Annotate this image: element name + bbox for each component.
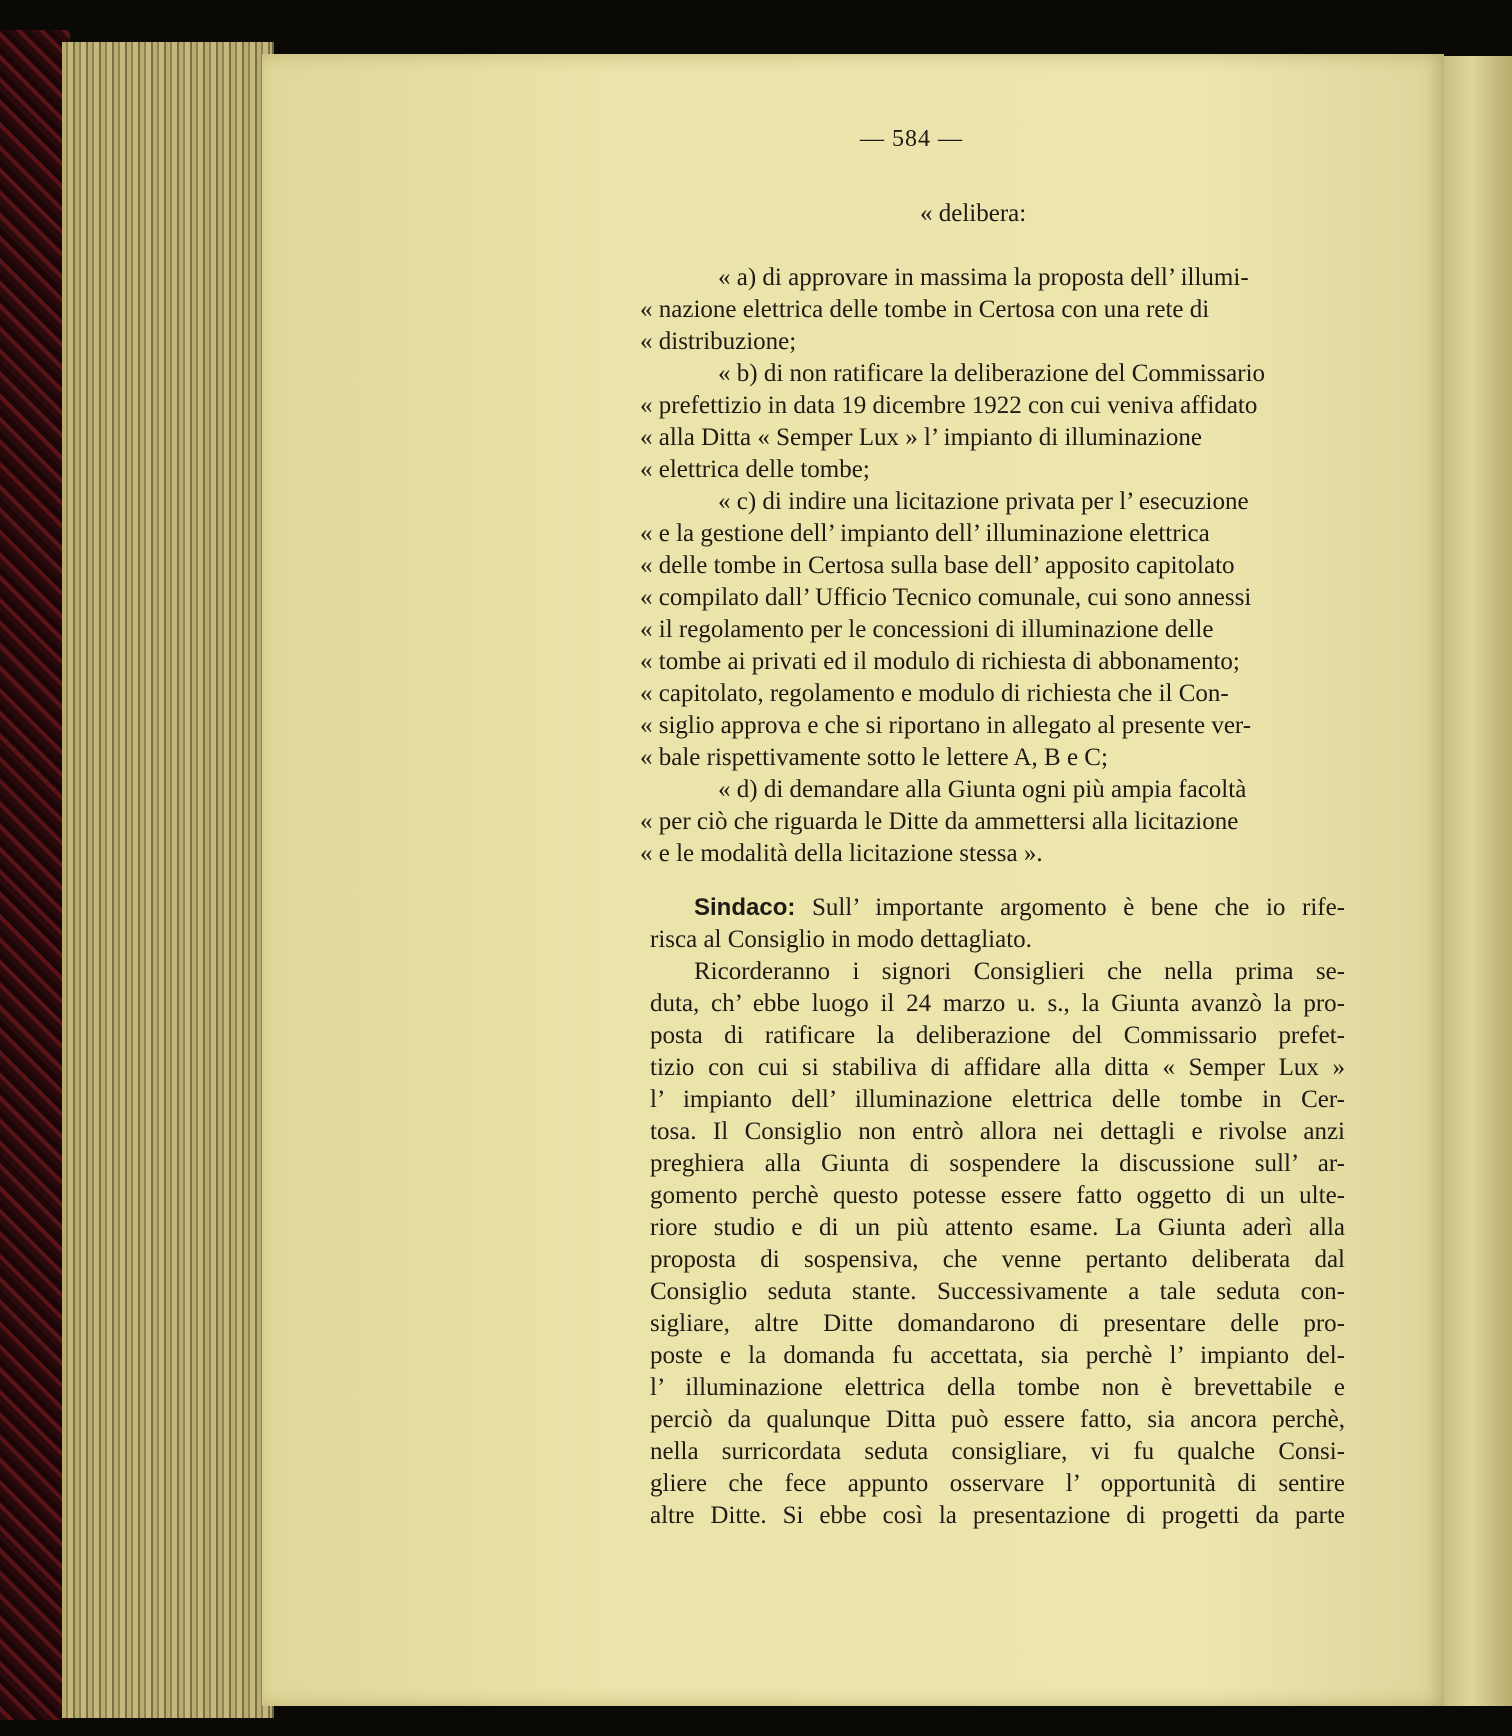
speaker-label: Sindaco: — [694, 894, 796, 921]
resolution-line: « e le modalità della licitazione stessa ». — [640, 840, 1043, 867]
resolution-line: « b) di non ratificare la deliberazione del Commissario — [718, 360, 1266, 387]
resolution-line: « per ciò che riguarda le Ditte da ammettersi alla licitazione — [640, 808, 1239, 835]
resolution-line: « c) di indire una licitazione privata per l’ esecuzione — [718, 488, 1249, 515]
speech-line: gliere che fece appunto osservare l’ opportunità di sentire — [650, 1470, 1345, 1497]
speech-line: preghiera alla Giunta di sospendere la discussione sull’ ar- — [650, 1150, 1345, 1177]
speech-line: perciò da qualunque Ditta può essere fatto, sia ancora perchè, — [650, 1406, 1345, 1433]
resolution-line: « nazione elettrica delle tombe in Certosa con una rete di — [640, 296, 1210, 323]
speech-line: duta, ch’ ebbe luogo il 24 marzo u. s., la Giunta avanzò la pro- — [650, 990, 1345, 1017]
speech-line: altre Ditte. Si ebbe così la presentazione di progetti da parte — [650, 1502, 1345, 1529]
resolution-line: « alla Ditta « Semper Lux » l’ impianto di illuminazione — [640, 424, 1202, 451]
page-number: — 584 — — [860, 126, 963, 152]
speech-line: proposta di sospensiva, che venne pertanto deliberata dal — [650, 1246, 1345, 1273]
resolution-line: « d) di demandare alla Giunta ogni più ampia facoltà — [718, 776, 1247, 803]
speech-first-text: Sull’ importante argomento è bene che io rife- — [811, 894, 1346, 921]
speech-line: risca al Consiglio in modo dettagliato. — [650, 926, 1032, 953]
speech-line: tosa. Il Consiglio non entrò allora nei dettagli e rivolse anzi — [650, 1118, 1345, 1145]
speech-block — [650, 892, 1345, 1532]
speech-line: poste e la domanda fu accettata, sia perchè l’ impianto del- — [650, 1342, 1345, 1369]
resolution-line: « prefettizio in data 19 dicembre 1922 con cui veniva affidato — [640, 392, 1258, 419]
resolution-line: « siglio approva e che si riportano in allegato al presente ver- — [640, 712, 1252, 739]
speech-line: riore studio e di un più attento esame. La Giunta aderì alla — [650, 1214, 1345, 1241]
speech-line: tizio con cui si stabiliva di affidare alla ditta « Semper Lux » — [650, 1054, 1345, 1081]
speech-line: Consiglio seduta stante. Successivamente a tale seduta con- — [650, 1278, 1345, 1305]
resolution-line: « capitolato, regolamento e modulo di richiesta che il Con- — [640, 680, 1229, 707]
speech-line: sigliare, altre Ditte domandarono di presentare delle pro- — [650, 1310, 1345, 1337]
speech-line: l’ illuminazione elettrica della tombe non è brevettabile e — [650, 1374, 1345, 1401]
speech-first-line — [650, 892, 1345, 924]
resolution-line: « a) di approvare in massima la proposta dell’ illumi- — [718, 264, 1249, 291]
resolution-line: « il regolamento per le concessioni di illuminazione delle — [640, 616, 1214, 643]
resolution-line: « tombe ai privati ed il modulo di richiesta di abbonamento; — [640, 648, 1240, 675]
speech-line: gomento perchè questo potesse essere fatto oggetto di un ulte- — [650, 1182, 1345, 1209]
page-stack — [62, 42, 274, 1718]
speech-line: Ricorderanno i signori Consiglieri che nella prima se- — [694, 958, 1345, 985]
resolution-line: « delle tombe in Certosa sulla base dell’ apposito capitolato — [640, 552, 1235, 579]
resolution-line: « elettrica delle tombe; — [640, 456, 870, 483]
resolution-line: « e la gestione dell’ impianto dell’ illuminazione elettrica — [640, 520, 1210, 547]
speech-line: l’ impianto dell’ illuminazione elettrica delle tombe in Cer- — [650, 1086, 1345, 1113]
resolution-heading: « delibera: — [920, 200, 1027, 227]
resolution-line: « compilato dall’ Ufficio Tecnico comunale, cui sono annessi — [640, 584, 1252, 611]
speech-line: nella surricordata seduta consigliare, vi fu qualche Consi- — [650, 1438, 1345, 1465]
resolution-line: « bale rispettivamente sotto le lettere A, B e C; — [640, 744, 1108, 771]
resolution-line: « distribuzione; — [640, 328, 797, 355]
cover-edge — [0, 30, 70, 1720]
facing-page-edge — [1444, 56, 1512, 1706]
resolution-block — [640, 262, 1335, 870]
speech-line: posta di ratificare la deliberazione del Commissario prefet- — [650, 1022, 1345, 1049]
